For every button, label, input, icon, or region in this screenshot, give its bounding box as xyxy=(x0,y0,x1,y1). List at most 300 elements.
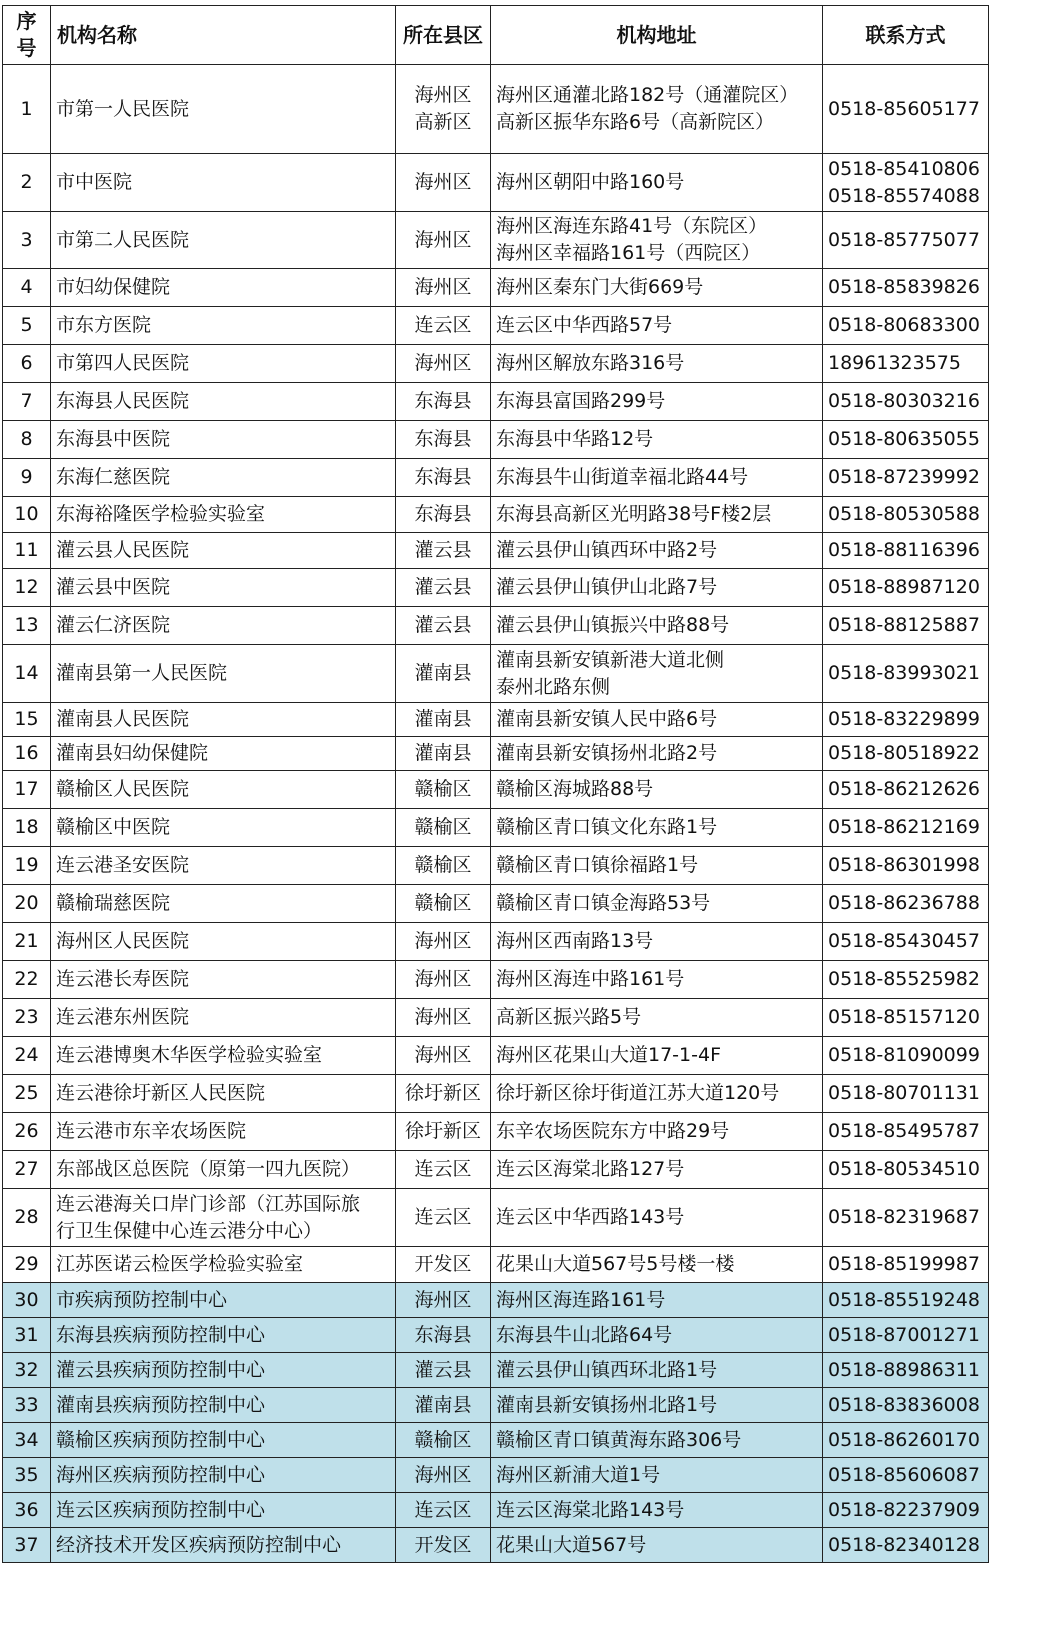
row-number: 2 xyxy=(3,154,51,212)
district-line: 赣榆区 xyxy=(414,892,472,914)
district-line: 徐圩新区 xyxy=(404,1082,481,1104)
contact-phone-line: 0518-82319687 xyxy=(828,1206,980,1228)
institution-name-line: 连云港圣安医院 xyxy=(56,854,190,876)
address xyxy=(491,645,823,703)
institution-name xyxy=(51,999,396,1037)
district xyxy=(396,737,491,771)
contact-phone xyxy=(823,847,989,885)
district-line: 海州区 xyxy=(414,228,472,251)
contact-phone-line: 0518-85157120 xyxy=(828,1006,980,1028)
institution-name xyxy=(51,154,396,212)
contact-phone xyxy=(823,1353,989,1388)
row-number: 6 xyxy=(3,345,51,383)
district-line: 海州区 xyxy=(414,1288,472,1311)
district xyxy=(396,809,491,847)
row-number: 11 xyxy=(3,533,51,569)
address-line: 连云区海棠北路127号 xyxy=(496,1158,685,1180)
address-line: 海州区通灌北路182号（通灌院区） xyxy=(496,84,799,106)
address xyxy=(491,771,823,809)
institution-name-line: 市妇幼保健院 xyxy=(56,276,171,298)
district-line: 东海县 xyxy=(414,466,472,488)
address-line: 连云区中华西路143号 xyxy=(496,1206,685,1228)
institution-name-line: 连云港博奥木华医学检验实验室 xyxy=(56,1044,323,1066)
institution-name xyxy=(51,1318,396,1353)
contact-phone-line: 0518-80701131 xyxy=(828,1082,980,1104)
address xyxy=(491,269,823,307)
table-row xyxy=(3,703,989,737)
district-line: 连云区 xyxy=(414,1498,472,1521)
institution-name-line: 连云港徐圩新区人民医院 xyxy=(56,1082,266,1104)
table-row xyxy=(3,1247,989,1283)
contact-phone xyxy=(823,771,989,809)
row-number: 16 xyxy=(3,737,51,771)
address-line: 东海县高新区光明路38号F楼2层 xyxy=(496,503,772,525)
address xyxy=(491,497,823,533)
institution-name-line: 灌南县妇幼保健院 xyxy=(56,742,209,764)
row-number: 3 xyxy=(3,212,51,269)
contact-phone xyxy=(823,533,989,569)
contact-phone-line: 0518-83229899 xyxy=(828,708,980,730)
district-line: 海州区 xyxy=(414,276,472,298)
district xyxy=(396,961,491,999)
address-line: 海州区海连路161号 xyxy=(496,1288,666,1311)
address xyxy=(491,345,823,383)
contact-phone xyxy=(823,307,989,345)
address xyxy=(491,65,823,154)
district-line: 开发区 xyxy=(414,1253,472,1275)
table-row xyxy=(3,1113,989,1151)
institution-name-line: 赣榆区中医院 xyxy=(56,816,171,838)
district-line: 开发区 xyxy=(414,1533,472,1556)
address xyxy=(491,154,823,212)
institution-name xyxy=(51,269,396,307)
district xyxy=(396,212,491,269)
row-number: 24 xyxy=(3,1037,51,1075)
contact-phone-line: 0518-80683300 xyxy=(828,314,980,336)
district xyxy=(396,847,491,885)
header-address: 机构地址 xyxy=(491,6,823,65)
address-line: 灌云县伊山镇西环中路2号 xyxy=(496,539,718,561)
district xyxy=(396,645,491,703)
institution-name xyxy=(51,421,396,459)
institution-name xyxy=(51,737,396,771)
institution-name xyxy=(51,703,396,737)
address-line: 海州区幸福路161号（西院区） xyxy=(496,242,761,264)
address-line: 东海县富国路299号 xyxy=(496,390,666,412)
contact-phone-line: 0518-87001271 xyxy=(828,1323,980,1346)
address xyxy=(491,1493,823,1528)
address xyxy=(491,737,823,771)
row-number: 10 xyxy=(3,497,51,533)
address xyxy=(491,1283,823,1318)
address-line: 灌南县新安镇扬州北路1号 xyxy=(496,1393,718,1416)
institution-name-line: 海州区人民医院 xyxy=(56,930,190,952)
institution-name-line: 市第一人民医院 xyxy=(56,97,190,120)
district-line: 东海县 xyxy=(414,503,472,525)
contact-phone-line: 0518-85606087 xyxy=(828,1463,980,1486)
table-row xyxy=(3,1528,989,1563)
district-line: 海州区 xyxy=(414,930,472,952)
institution-name-line: 海州区疾病预防控制中心 xyxy=(56,1463,266,1486)
institution-name-line: 市疾病预防控制中心 xyxy=(56,1288,228,1311)
row-number: 32 xyxy=(3,1353,51,1388)
district xyxy=(396,269,491,307)
address xyxy=(491,703,823,737)
institution-name-line: 东海仁慈医院 xyxy=(56,466,171,488)
district xyxy=(396,1528,491,1563)
address-line: 灌南县新安镇新港大道北侧 xyxy=(496,648,725,671)
row-number: 33 xyxy=(3,1388,51,1423)
contact-phone xyxy=(823,269,989,307)
institution-name xyxy=(51,923,396,961)
row-number: 9 xyxy=(3,459,51,497)
contact-phone-line: 0518-82237909 xyxy=(828,1498,980,1521)
contact-phone-line: 0518-88986311 xyxy=(828,1358,980,1381)
row-number: 27 xyxy=(3,1151,51,1189)
district xyxy=(396,65,491,154)
row-number: 34 xyxy=(3,1423,51,1458)
address xyxy=(491,809,823,847)
district xyxy=(396,885,491,923)
district-line: 海州区 xyxy=(414,968,472,990)
contact-phone-line: 0518-80635055 xyxy=(828,428,980,450)
address xyxy=(491,1151,823,1189)
table-row xyxy=(3,345,989,383)
contact-phone xyxy=(823,607,989,645)
address xyxy=(491,533,823,569)
row-number: 18 xyxy=(3,809,51,847)
table-row xyxy=(3,1189,989,1247)
contact-phone xyxy=(823,1318,989,1353)
institution-name-line: 市第四人民医院 xyxy=(56,352,190,374)
row-number: 15 xyxy=(3,703,51,737)
contact-phone-line: 0518-80530588 xyxy=(828,503,980,525)
district xyxy=(396,1318,491,1353)
institution-name-line: 连云港长寿医院 xyxy=(56,968,190,990)
address-line: 海州区秦东门大街669号 xyxy=(496,276,704,298)
institution-name-line: 东海县中医院 xyxy=(56,428,171,450)
institution-name xyxy=(51,1151,396,1189)
district xyxy=(396,999,491,1037)
district-line: 东海县 xyxy=(414,1323,472,1346)
contact-phone xyxy=(823,1113,989,1151)
contact-phone-line: 0518-81090099 xyxy=(828,1044,980,1066)
table-row xyxy=(3,569,989,607)
institution-name xyxy=(51,771,396,809)
contact-phone-line: 0518-86236788 xyxy=(828,892,980,914)
district xyxy=(396,1151,491,1189)
institution-name xyxy=(51,65,396,154)
address xyxy=(491,421,823,459)
address-line: 海州区西南路13号 xyxy=(496,930,654,952)
district-line: 灌云县 xyxy=(414,539,472,561)
row-number: 19 xyxy=(3,847,51,885)
table-row xyxy=(3,1283,989,1318)
header-name: 机构名称 xyxy=(51,6,396,65)
institution-name-line: 江苏医诺云检医学检验实验室 xyxy=(56,1253,304,1275)
table-row xyxy=(3,383,989,421)
address-line: 东海县牛山街道幸福北路44号 xyxy=(496,466,749,488)
row-number: 21 xyxy=(3,923,51,961)
institution-name xyxy=(51,459,396,497)
district-line: 灌南县 xyxy=(414,742,472,764)
contact-phone xyxy=(823,1458,989,1493)
address xyxy=(491,999,823,1037)
institution-name xyxy=(51,569,396,607)
address xyxy=(491,1423,823,1458)
district xyxy=(396,1493,491,1528)
institution-name xyxy=(51,885,396,923)
contact-phone xyxy=(823,421,989,459)
contact-phone xyxy=(823,212,989,269)
table-row xyxy=(3,269,989,307)
contact-phone-line: 0518-83836008 xyxy=(828,1393,980,1416)
contact-phone xyxy=(823,345,989,383)
district xyxy=(396,607,491,645)
district xyxy=(396,497,491,533)
table-row xyxy=(3,1353,989,1388)
row-number: 23 xyxy=(3,999,51,1037)
address-line: 泰州北路东侧 xyxy=(496,675,611,698)
header-row xyxy=(3,6,989,65)
district-line: 灌南县 xyxy=(414,662,472,684)
contact-phone xyxy=(823,1189,989,1247)
contact-phone xyxy=(823,1151,989,1189)
institution-name xyxy=(51,1528,396,1563)
address xyxy=(491,212,823,269)
header-no: 序号 xyxy=(3,6,51,65)
address-line: 东海县牛山北路64号 xyxy=(496,1323,673,1346)
address xyxy=(491,607,823,645)
district-line: 连云区 xyxy=(414,1158,472,1180)
institution-name-line: 东部战区总医院（原第一四九医院） xyxy=(56,1158,361,1180)
institution-name-line: 赣榆区人民医院 xyxy=(56,778,190,800)
address-line: 东辛农场医院东方中路29号 xyxy=(496,1120,730,1142)
address xyxy=(491,1318,823,1353)
contact-phone xyxy=(823,1528,989,1563)
institution-name-line: 灌南县人民医院 xyxy=(56,708,190,730)
district-line: 徐圩新区 xyxy=(404,1120,481,1142)
institution-table xyxy=(2,5,989,1563)
table-row xyxy=(3,607,989,645)
district-line: 高新区 xyxy=(414,111,472,133)
contact-phone xyxy=(823,999,989,1037)
contact-phone xyxy=(823,154,989,212)
table-row xyxy=(3,1075,989,1113)
district-line: 海州区 xyxy=(414,1006,472,1028)
institution-name-line: 市东方医院 xyxy=(56,314,152,336)
district-line: 海州区 xyxy=(414,1463,472,1486)
institution-name xyxy=(51,533,396,569)
institution-name xyxy=(51,1037,396,1075)
row-number: 26 xyxy=(3,1113,51,1151)
row-number: 28 xyxy=(3,1189,51,1247)
institution-name xyxy=(51,307,396,345)
row-number: 7 xyxy=(3,383,51,421)
row-number: 12 xyxy=(3,569,51,607)
district-line: 赣榆区 xyxy=(414,1428,472,1451)
table-row xyxy=(3,645,989,703)
contact-phone xyxy=(823,885,989,923)
institution-name-line: 东海裕隆医学检验实验室 xyxy=(56,503,266,525)
contact-phone-line: 0518-85775077 xyxy=(828,228,980,251)
institution-name xyxy=(51,847,396,885)
district xyxy=(396,569,491,607)
row-number: 4 xyxy=(3,269,51,307)
district-line: 灌南县 xyxy=(414,708,472,730)
district-line: 海州区 xyxy=(414,1044,472,1066)
address-line: 花果山大道567号 xyxy=(496,1533,647,1556)
address-line: 灌云县伊山镇振兴中路88号 xyxy=(496,614,730,636)
institution-name-line: 市第二人民医院 xyxy=(56,228,190,251)
district xyxy=(396,307,491,345)
row-number: 36 xyxy=(3,1493,51,1528)
district xyxy=(396,459,491,497)
contact-phone-line: 0518-82340128 xyxy=(828,1533,980,1556)
district xyxy=(396,383,491,421)
table-row xyxy=(3,212,989,269)
row-number: 20 xyxy=(3,885,51,923)
district-line: 东海县 xyxy=(414,428,472,450)
contact-phone xyxy=(823,1283,989,1318)
institution-name-line: 经济技术开发区疾病预防控制中心 xyxy=(56,1533,342,1556)
contact-phone-line: 0518-80303216 xyxy=(828,390,980,412)
table-row xyxy=(3,421,989,459)
contact-phone xyxy=(823,383,989,421)
table-row xyxy=(3,154,989,212)
table-row xyxy=(3,847,989,885)
district-line: 赣榆区 xyxy=(414,854,472,876)
district-line: 灌云县 xyxy=(414,614,472,636)
row-number: 22 xyxy=(3,961,51,999)
contact-phone-line: 0518-86260170 xyxy=(828,1428,980,1451)
district-line: 灌云县 xyxy=(414,576,472,598)
district-line: 海州区 xyxy=(414,84,472,106)
row-number: 31 xyxy=(3,1318,51,1353)
district-line: 灌南县 xyxy=(414,1393,472,1416)
institution-name-line: 灌南县第一人民医院 xyxy=(56,662,228,684)
institution-name xyxy=(51,212,396,269)
table-row xyxy=(3,771,989,809)
district xyxy=(396,1247,491,1283)
district xyxy=(396,1458,491,1493)
address-line: 海州区朝阳中路160号 xyxy=(496,171,685,193)
table-row xyxy=(3,1151,989,1189)
row-number: 5 xyxy=(3,307,51,345)
institution-name-line: 市中医院 xyxy=(56,171,133,193)
institution-name xyxy=(51,1458,396,1493)
district xyxy=(396,1189,491,1247)
table-row xyxy=(3,809,989,847)
contact-phone xyxy=(823,1493,989,1528)
contact-phone-line: 0518-85495787 xyxy=(828,1120,980,1142)
contact-phone xyxy=(823,459,989,497)
address-line: 灌南县新安镇人民中路6号 xyxy=(496,708,718,730)
institution-name-line: 连云区疾病预防控制中心 xyxy=(56,1498,266,1521)
address-line: 赣榆区青口镇黄海东路306号 xyxy=(496,1428,742,1451)
district-line: 赣榆区 xyxy=(414,816,472,838)
address xyxy=(491,383,823,421)
contact-phone-line: 0518-88116396 xyxy=(828,539,980,561)
table-row xyxy=(3,737,989,771)
institution-name xyxy=(51,607,396,645)
row-number: 14 xyxy=(3,645,51,703)
institution-name xyxy=(51,497,396,533)
institution-name-line: 灌云县人民医院 xyxy=(56,539,190,561)
table-row xyxy=(3,999,989,1037)
table-row xyxy=(3,885,989,923)
address xyxy=(491,961,823,999)
institution-name xyxy=(51,1189,396,1247)
institution-name xyxy=(51,1283,396,1318)
district xyxy=(396,1423,491,1458)
institution-name-line: 灌南县疾病预防控制中心 xyxy=(56,1393,266,1416)
institution-name-line: 东海县疾病预防控制中心 xyxy=(56,1323,266,1346)
district-line: 东海县 xyxy=(414,390,472,412)
institution-name xyxy=(51,1353,396,1388)
district xyxy=(396,154,491,212)
row-number: 13 xyxy=(3,607,51,645)
address-line: 赣榆区青口镇徐福路1号 xyxy=(496,854,699,876)
contact-phone-line: 0518-83993021 xyxy=(828,662,980,684)
district xyxy=(396,923,491,961)
address-line: 连云区海棠北路143号 xyxy=(496,1498,685,1521)
district xyxy=(396,345,491,383)
district xyxy=(396,1113,491,1151)
address xyxy=(491,459,823,497)
contact-phone xyxy=(823,1075,989,1113)
contact-phone-line: 0518-88987120 xyxy=(828,576,980,598)
table-row xyxy=(3,1388,989,1423)
row-number: 8 xyxy=(3,421,51,459)
table-row xyxy=(3,923,989,961)
address-line: 海州区新浦大道1号 xyxy=(496,1463,661,1486)
row-number: 17 xyxy=(3,771,51,809)
address-line: 连云区中华西路57号 xyxy=(496,314,673,336)
contact-phone xyxy=(823,569,989,607)
address-line: 灌云县伊山镇西环北路1号 xyxy=(496,1358,718,1381)
address-line: 赣榆区青口镇文化东路1号 xyxy=(496,816,718,838)
institution-name xyxy=(51,1113,396,1151)
institution-name-line: 灌云县中医院 xyxy=(56,576,171,598)
institution-name-line: 东海县人民医院 xyxy=(56,390,190,412)
table-row xyxy=(3,307,989,345)
table-row xyxy=(3,1318,989,1353)
header-contact: 联系方式 xyxy=(823,6,989,65)
header-district: 所在县区 xyxy=(396,6,491,65)
district-line: 赣榆区 xyxy=(414,778,472,800)
address xyxy=(491,1189,823,1247)
district-line: 海州区 xyxy=(414,352,472,374)
address-line: 灌南县新安镇扬州北路2号 xyxy=(496,742,718,764)
address-line: 赣榆区青口镇金海路53号 xyxy=(496,892,711,914)
contact-phone-line: 0518-85430457 xyxy=(828,930,980,952)
contact-phone-line: 0518-80518922 xyxy=(828,742,980,764)
contact-phone-line: 0518-87239992 xyxy=(828,466,980,488)
district xyxy=(396,533,491,569)
contact-phone xyxy=(823,1247,989,1283)
table-row xyxy=(3,533,989,569)
district-line: 灌云县 xyxy=(414,1358,472,1381)
address-line: 东海县中华路12号 xyxy=(496,428,654,450)
contact-phone-line: 0518-85605177 xyxy=(828,97,980,120)
contact-phone xyxy=(823,65,989,154)
table-row xyxy=(3,1458,989,1493)
address xyxy=(491,1353,823,1388)
district-line: 连云区 xyxy=(414,314,472,336)
table-row xyxy=(3,1423,989,1458)
address xyxy=(491,1113,823,1151)
